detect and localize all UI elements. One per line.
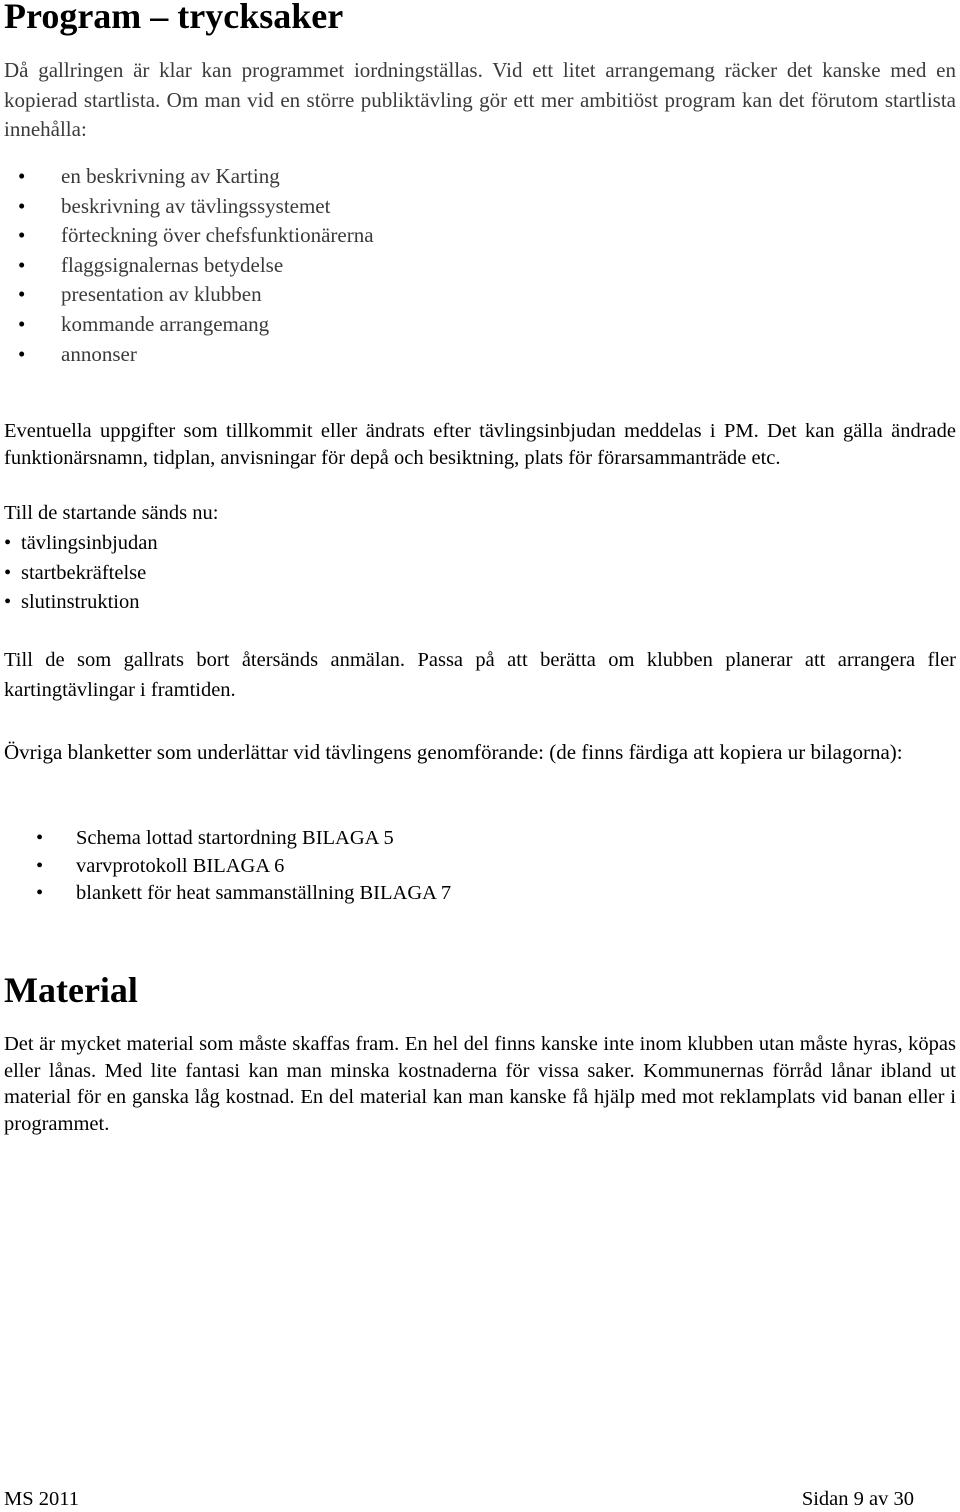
forms-paragraph: Övriga blanketter som underlättar vid tävlingens genomförande: (de finns färdiga att kopiera ur bilagorna): [4,740,903,764]
bullet-icon: • [18,341,26,366]
list-item-text: beskrivning av tävlingssystemet [61,193,331,218]
list-item [20,162,374,192]
list-item [4,529,158,559]
list-item [4,588,158,618]
bullet-icon: • [4,532,12,554]
rejected-paragraph: Till de som gallrats bort återsänds anmälan. Passa på att berätta om klubben planerar att arrangera fler kartingtävlingar i framtiden. [4,649,956,701]
list-item [36,880,451,908]
list-item-text: tävlingsinbjudan [21,532,158,554]
bullet-icon: • [36,882,44,904]
bullet-icon: • [36,854,44,877]
list-item-text: varvprotokoll BILAGA 6 [76,854,285,877]
bullet-icon: • [4,561,12,584]
list-item [20,280,374,310]
list-item [20,310,374,340]
sent-intro: Till de startande sänds nu: [4,502,219,524]
bullet-icon: • [18,252,26,277]
list-item [20,192,374,222]
list-item [20,340,374,370]
sent-documents-list [4,529,158,618]
footer-document-id: MS 2011 [4,1488,79,1510]
list-item-text: förteckning över chefsfunktionärerna [61,223,374,248]
bullet-icon: • [18,223,26,248]
bullet-icon: • [18,193,26,218]
list-item-text: slutinstruktion [21,591,140,613]
list-item [4,559,158,589]
list-item-text: Schema lottad startordning BILAGA 5 [76,827,394,849]
bullet-icon: • [4,591,12,613]
bullet-icon: • [36,827,44,849]
list-item [36,825,451,853]
list-item [36,853,451,881]
bullet-icon: • [18,282,26,307]
forms-list [36,825,451,908]
list-item [20,221,374,251]
list-item-text: presentation av klubben [61,282,262,307]
list-item-text: en beskrivning av Karting [61,164,280,188]
section-heading-material: Material [4,970,138,1010]
section-heading-program: Program – trycksaker [4,0,344,36]
bullet-icon: • [18,311,26,336]
bullet-icon: • [18,164,26,188]
intro-paragraph: Då gallringen är klar kan programmet iordningställas. Vid ett litet arrangemang räcker det kanske med en kopierad startlista. Om man vid en större publiktävling gör ett mer ambitiöst program kan det förutom startlista innehålla: [4,58,956,141]
material-paragraph: Det är mycket material som måste skaffas fram. En hel del finns kanske inte inom klubben utan måste hyras, köpas eller lånas. Med lite fantasi kan man minska kostnaderna för vissa saker. Kommunernas förråd lånar ibland ut material för en ganska låg kostnad. En del material kan man kanske få hjälp med mot reklamplats vid banan eller i programmet. [4,1033,956,1135]
list-item-text: annonser [61,341,137,366]
list-item-text: flaggsignalernas betydelse [61,252,284,277]
program-contents-list [20,162,374,369]
list-item-text: blankett för heat sammanställning BILAGA 7 [76,882,452,904]
list-item [20,251,374,281]
list-item-text: kommande arrangemang [61,311,270,336]
footer-page-number: Sidan 9 av 30 [801,1488,914,1510]
pm-paragraph: Eventuella uppgifter som tillkommit eller ändrats efter tävlingsinbjudan meddelas i PM. Det kan gälla ändrade funktionärsnamn, tidplan, anvisningar för depå och besiktning, plats för förarsammanträde etc. [4,420,956,469]
list-item-text: startbekräftelse [21,561,147,584]
